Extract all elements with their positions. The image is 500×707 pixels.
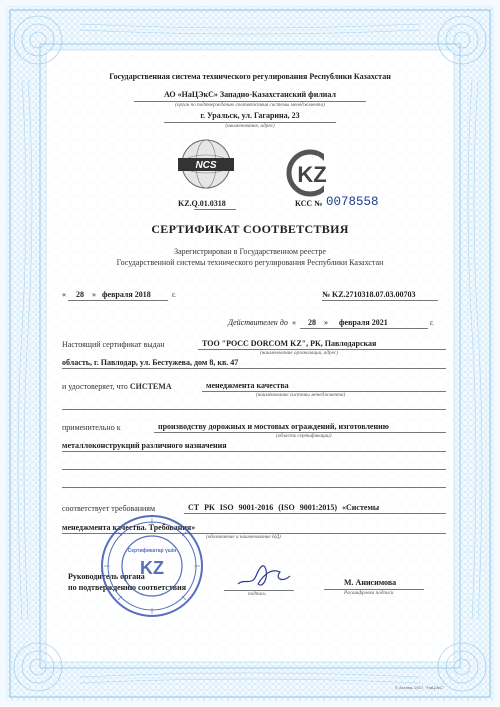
issued-note: (наименование организации, адрес) — [260, 350, 338, 356]
name-note: Расшифровка подписи — [344, 590, 394, 596]
valid-month-year: февраля 2021 — [339, 318, 388, 327]
registered-line-1: Зарегистрирован в Государственном реестре — [174, 247, 326, 256]
issued-label: Настоящий сертификат выдан — [62, 340, 165, 349]
stamp-inner-text: Сертификатар үшін — [127, 548, 177, 554]
official-stamp-icon — [98, 512, 206, 620]
certificate-body — [54, 62, 446, 682]
kz-mark-text: KZ — [297, 162, 327, 187]
requirements-label: соответствует требованиям — [62, 504, 156, 513]
head-line-1: Руководитель органа — [68, 572, 145, 581]
reg-number-prefix: № — [322, 290, 331, 299]
underline — [62, 409, 446, 410]
signatory-name: М. Анисимова — [344, 578, 397, 587]
reg-date-quote-close: » — [92, 290, 96, 299]
underline — [300, 328, 428, 329]
ncs-logo-text: NCS — [195, 160, 217, 171]
applied-value-2: металлоконструкций различного назначения — [62, 441, 227, 450]
underline — [194, 209, 236, 210]
certification-body: АО «НаЦЭкС» Западно-Казахстанский филиал — [164, 90, 336, 99]
valid-day: 28 — [308, 318, 316, 327]
certificate-title: СЕРТИФИКАТ СООТВЕТСТВИЯ — [151, 222, 349, 236]
valid-quote-open: « — [292, 318, 296, 327]
applied-label: применительно к — [62, 423, 121, 432]
reg-date-quote-open: « — [62, 290, 66, 299]
stamp-mark: KZ — [140, 558, 164, 578]
requirements-value-2: менеджмента качества. Требования» — [62, 523, 196, 532]
issued-value-1: ТОО "POCC DORCOM KZ", РК, Павлодарская — [202, 339, 377, 348]
management-system: менеджмента качества — [206, 381, 289, 390]
registered-line-2: Государственной системы технического регулирования Республики Казахстан — [116, 258, 384, 267]
valid-suffix: г. — [430, 319, 434, 327]
valid-label: Действителен до — [228, 318, 288, 327]
body-note: (орган по подтверждению соответствия системы менеджмента) — [175, 102, 325, 108]
underline — [184, 513, 446, 514]
applied-value-1: производству дорожных и мостовых ограждений, изготовлению — [158, 422, 389, 431]
underline — [62, 469, 446, 470]
applied-note: (область сертификации) — [276, 433, 332, 439]
issued-value-2: область, г. Павлодар, ул. Бестужева, дом 8, кв. 47 — [62, 358, 239, 367]
valid-quote-close: » — [324, 318, 328, 327]
reg-day: 28 — [76, 290, 84, 299]
reg-month-year: февраля 2018 — [102, 290, 151, 299]
kss-number: 0078558 — [326, 195, 379, 209]
ncs-globe-icon — [178, 136, 234, 196]
certifies-label — [62, 382, 172, 391]
underline — [68, 300, 168, 301]
underline — [62, 368, 446, 369]
signature-scribble-icon — [234, 558, 294, 590]
address-note: (наименование, адрес) — [225, 123, 275, 129]
address: г. Уральск, ул. Гагарина, 23 — [200, 111, 300, 120]
registration-number: KZ.2710318.07.03.00703 — [332, 290, 416, 299]
reg-year-suffix: г. — [172, 291, 176, 299]
kz-code: KZ.Q.01.0318 — [178, 199, 226, 208]
sign-note: подпись — [248, 591, 266, 597]
footer-copyright: © Астана, 2017. "НаЦЭкС" — [395, 685, 444, 690]
underline — [62, 451, 446, 452]
kss-label: КСС № — [295, 199, 323, 208]
kz-conformity-mark-icon — [286, 146, 338, 200]
underline — [62, 487, 446, 488]
certifies-label-word: СИСТЕМА — [129, 382, 172, 391]
underline — [322, 300, 438, 301]
system-title: Государственная система технического регулирования Республики Казахстан — [109, 72, 391, 81]
certifies-label-prefix: и удостоверяет, что — [62, 382, 128, 391]
requirements-note: (обозначение и наименование НД) — [206, 534, 281, 540]
certifies-note: (наименование системы менеджмента) — [256, 392, 346, 398]
head-line-2: по подтверждению соответствия — [68, 583, 187, 592]
requirements-value-1: СТ РК ISO 9001-2016 (ISO 9001:2015) «Системы — [188, 503, 380, 512]
